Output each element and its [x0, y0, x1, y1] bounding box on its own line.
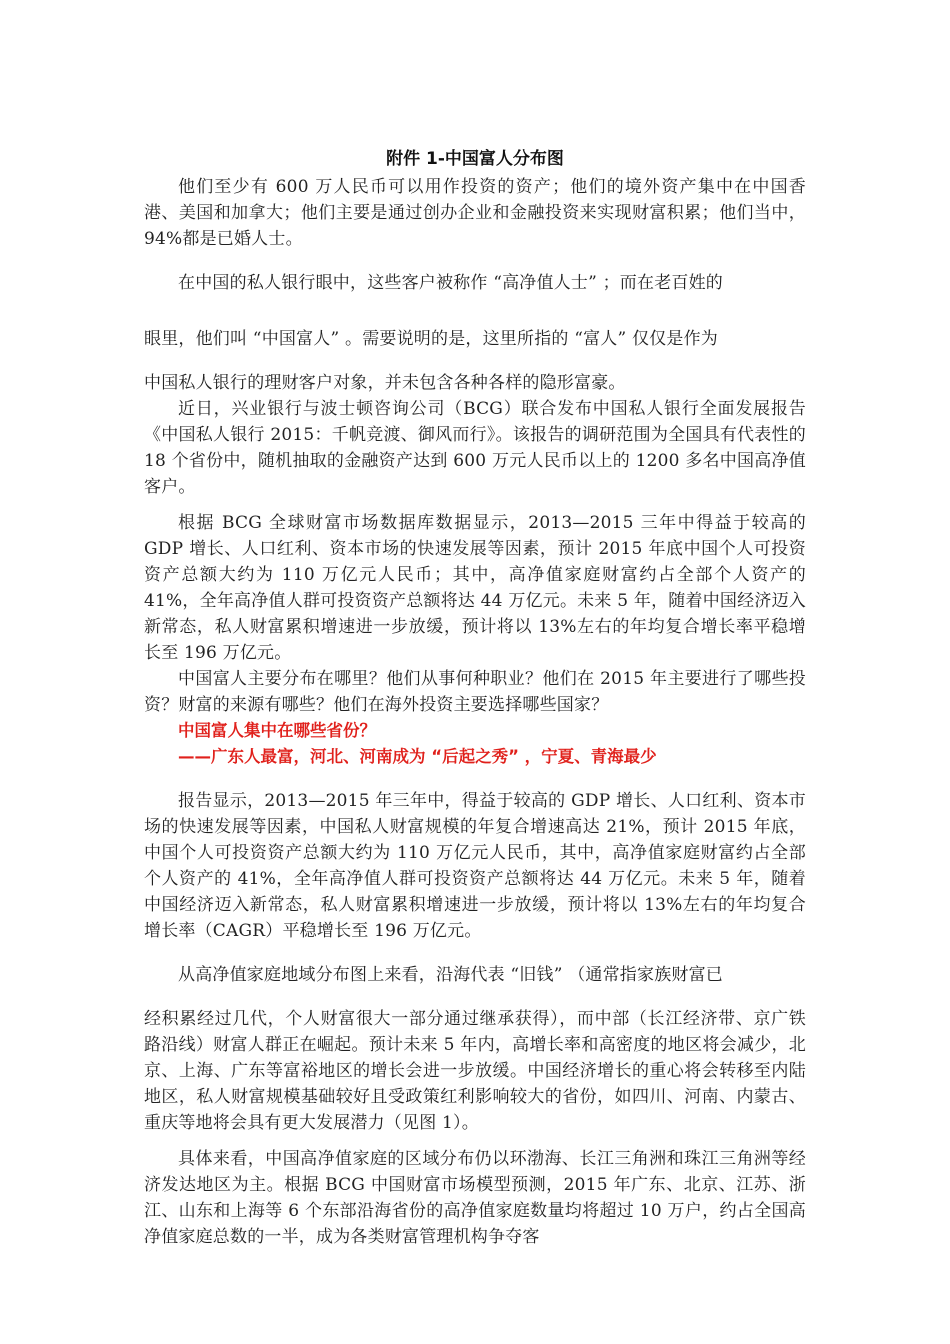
paragraph-inland-shift: 经积累经过几代，个人财富很大一部分通过继承获得），而中部（长江经济带、京广铁路沿线）财富人群正在崛起。预计未来 5 年内，高增长率和高密度的地区将会减少，北京、上海、广东等富裕地区的增长会进一步放缓。中国经济增长的重心将会转移至内陆地区，私人财富规模基础较好且受政策红利影响较大的省份，如四川、河南、内蒙古、重庆等地将会具有更大发展潜力（见图 1）。 — [144, 1009, 806, 1133]
paragraph-report-release: 近日，兴业银行与波士顿咨询公司（BCG）联合发布中国私人银行全面发展报告《中国私人银行 2015：千帆竞渡、御风而行》。该报告的调研范围为全国具有代表性的 18 个省份中，随机抽取的金融资产达到 600 万元人民币以上的 1200 多名中国高净值客户。 — [144, 399, 806, 497]
section-heading-provinces: 中国富人集中在哪些省份？ — [178, 721, 376, 740]
paragraph-coastal-provinces: 具体来看，中国高净值家庭的区域分布仍以环渤海、长江三角洲和珠江三角洲等经济发达地区为主。根据 BCG 中国财富市场模型预测，2015 年广东、北京、江苏、浙江、山东和上海等 6 个东部沿海省份的高净值家庭数量均将超过 10 万户，约占全国高净值家庭总数的一半，成为各类财富管理机构争夺客 — [144, 1149, 806, 1247]
paragraph-questions: 中国富人主要分布在哪里？他们从事何种职业？他们在 2015 年主要进行了哪些投资？财富的来源有哪些？他们在海外投资主要选择哪些国家？ — [144, 669, 806, 715]
paragraph-bcg-data: 根据 BCG 全球财富市场数据库数据显示，2013—2015 三年中得益于较高的 GDP 增长、人口红利、资本市场的快速发展等因素，预计 2015 年底中国个人可投资资产总额大约为 110 万亿元人民币；其中，高净值家庭财富约占全部个人资产的 41%，全年高净值人群可投资资产总额将达 44 万亿元。未来 5 年，随着中国经济迈入新常态，私人财富累积增速进一步放缓，预计将以 13%左右的年均复合增长率平稳增长至 196 万亿元。 — [144, 513, 806, 663]
paragraph-common-people-view: 眼里，他们叫 “中国富人” 。需要说明的是，这里所指的 “富人” 仅仅是作为 — [144, 329, 718, 349]
paragraph-report-findings: 报告显示，2013—2015 年三年中，得益于较高的 GDP 增长、人口红利、资本市场的快速发展等因素，中国私人财富规模的年复合增速高达 21%，预计 2015 年底，中国个人可投资资产总额大约为 110 万亿元人民币，其中，高净值家庭财富约占全部个人资产的 41%，全年高净值人群可投资资产总额将达 44 万亿元。未来 5 年，随着中国经济迈入新常态，私人财富累积增速进一步放缓，预计将以 13%左右的年均复合增长率（CAGR）平稳增长至 196 万亿元。 — [144, 791, 806, 941]
paragraph-private-bank-view: 在中国的私人银行眼中，这些客户被称作 “高净值人士” ；而在老百姓的 — [178, 273, 723, 293]
paragraph-regional-distribution: 从高净值家庭地域分布图上来看，沿海代表 “旧钱” （通常指家族财富已 — [178, 965, 723, 985]
section-subheading-guangdong: ——广东人最富，河北、河南成为 “后起之秀” ，宁夏、青海最少 — [178, 747, 657, 766]
paragraph-intro: 他们至少有 600 万人民币可以用作投资的资产；他们的境外资产集中在中国香港、美国和加拿大；他们主要是通过创办企业和金融投资来实现财富积累；他们当中，94%都是已婚人士。 — [144, 177, 806, 249]
document-title: 附件 1-中国富人分布图 — [386, 149, 564, 169]
document-body — [144, 146, 806, 1250]
paragraph-hidden-wealth-note: 中国私人银行的理财客户对象，并未包含各种各样的隐形富豪。 — [144, 373, 626, 393]
